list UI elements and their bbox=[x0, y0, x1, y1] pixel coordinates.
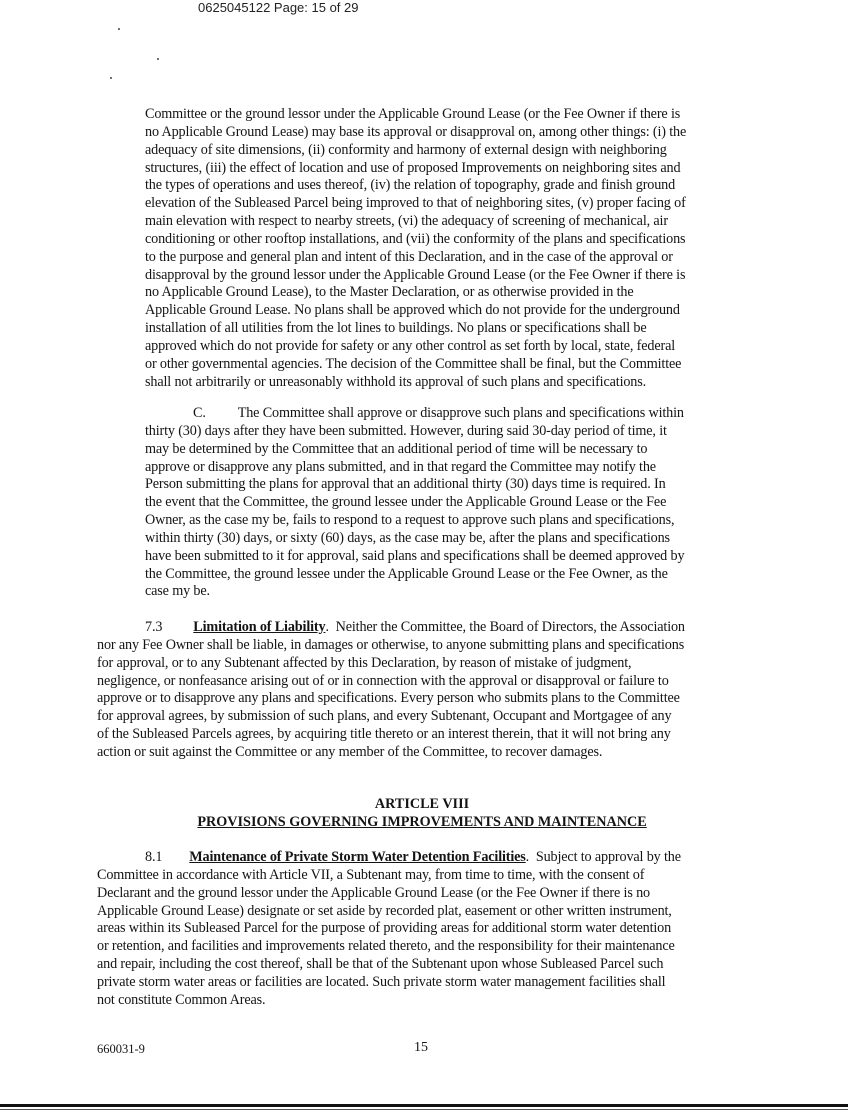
text-line: to the purpose and general plan and intent of this Declaration, and in the case of the approval or bbox=[145, 248, 673, 265]
text-line: within thirty (30) days, or sixty (60) days, as the case may be, after the plans and specifications bbox=[145, 529, 670, 546]
text-line: action or suit against the Committee or any member of the Committee, to recover damages. bbox=[97, 743, 603, 760]
text-line: negligence, or nonfeasance arising out of or in connection with the approval or disapproval or failure to bbox=[97, 672, 669, 689]
scan-edge-line bbox=[0, 1109, 848, 1110]
text-line: or other governmental agencies. The decision of the Committee shall be final, but the Committee bbox=[145, 355, 682, 372]
text-line: and repair, including the cost thereof, shall be that of the Subtenant upon whose Subleased Parcel such bbox=[97, 956, 664, 973]
paragraph-c-line-0: The Committee shall approve or disapprove such plans and specifications within bbox=[237, 405, 684, 421]
text-line: areas within its Subleased Parcel for the purpose of providing areas for additional storm water detention bbox=[97, 920, 672, 937]
section-7-3-title: Limitation of Liability bbox=[193, 619, 326, 635]
text-line: Owner, as the case my be, fails to respond to a request to approve such plans and specifications, bbox=[145, 512, 675, 529]
text-line: main elevation with respect to nearby streets, (vi) the adequacy of screening of mechanical, air bbox=[145, 213, 668, 230]
text-line: Committee or the ground lessor under the Applicable Ground Lease (or the Fee Owner if there is bbox=[145, 106, 681, 122]
section-7-3-number: 7.3 bbox=[145, 619, 163, 635]
text-line: for approval, or to any Subtenant affected by this Declaration, by reason of mistake of judgment, bbox=[97, 654, 632, 671]
text-line: of the Subleased Parcels agrees, by acquiring title thereto or an interest therein, that it will not bring any bbox=[97, 726, 671, 743]
text-line: nor any Fee Owner shall be liable, in damages or otherwise, to anyone submitting plans and specifications bbox=[97, 636, 685, 653]
paragraph-c-first-line bbox=[145, 405, 749, 423]
text-line: the types of operations and uses thereof, (iv) the relation of topography, grade and finish ground bbox=[145, 177, 676, 194]
text-line: case my be. bbox=[145, 583, 210, 600]
text-line: Declarant and the ground lessor under the Applicable Ground Lease (or the Fee Owner if there is no bbox=[97, 884, 651, 901]
text-line: may be determined by the Committee that an additional period of time will be necessary to bbox=[145, 440, 648, 457]
article-title: PROVISIONS GOVERNING IMPROVEMENTS AND MAINTENANCE bbox=[197, 814, 647, 830]
page-number: 15 bbox=[414, 1040, 428, 1055]
text-line: no Applicable Ground Lease), to the Master Declaration, or as otherwise provided in the bbox=[145, 284, 634, 301]
document-number: 660031-9 bbox=[97, 1042, 145, 1056]
scan-edge-line bbox=[0, 1104, 848, 1107]
text-line: Committee in accordance with Article VII, a Subtenant may, from time to time, with the consent of bbox=[97, 866, 645, 883]
recording-stamp: 0625045122 Page: 15 of 29 bbox=[198, 0, 359, 15]
text-line: Applicable Ground Lease) designate or set aside by recorded plat, easement or other written instrument, bbox=[97, 902, 672, 919]
section-8-1-first-line-text: . Subject to approval by the bbox=[525, 849, 681, 865]
paragraph-continuation bbox=[145, 106, 749, 392]
text-line: shall not arbitrarily or unreasonably withhold its approval of such plans and specifications. bbox=[145, 373, 647, 390]
text-line: for approval agrees, by submission of such plans, and every Subtenant, Occupant and Mortgagee of any bbox=[97, 708, 672, 725]
text-line: Applicable Ground Lease. No plans shall be approved which do not provide for the underground bbox=[145, 302, 680, 319]
section-8-1-title: Maintenance of Private Storm Water Detention Facilities bbox=[189, 849, 526, 865]
section-8-1-number: 8.1 bbox=[145, 849, 163, 865]
paragraph-c bbox=[145, 405, 749, 601]
text-line: conditioning or other rooftop installations, and (vii) the conformity of the plans and specifications bbox=[145, 230, 686, 247]
text-line: elevation of the Subleased Parcel being improved to that of neighboring sites, (v) proper facing of bbox=[145, 195, 686, 212]
text-line: private storm water areas or facilities are located. Such private storm water management facilities shall bbox=[97, 973, 666, 990]
section-8-1-first-line bbox=[97, 849, 749, 867]
text-line: adequacy of site dimensions, (ii) conformity and harmony of external design with neighboring bbox=[145, 141, 667, 158]
text-line: approve or disapprove any plans submitted, and in that regard the Committee may notify the bbox=[145, 458, 656, 475]
scan-speck bbox=[157, 58, 159, 60]
text-line: approve or to disapprove any plans and specifications. Every person who submits plans to the Committee bbox=[97, 690, 680, 707]
text-line: Person submitting the plans for approval that an additional thirty (30) days time is required. In bbox=[145, 476, 666, 493]
section-7-3 bbox=[97, 619, 749, 762]
article-number: ARTICLE VIII bbox=[374, 796, 470, 812]
text-line: disapproval by the ground lessor under the Applicable Ground Lease (or the Fee Owner if there is bbox=[145, 266, 686, 283]
text-line: have been submitted to it for approval, said plans and specifications shall be deemed approved by bbox=[145, 547, 685, 564]
text-line: structures, (iii) the effect of location and use of proposed Improvements on neighboring sites and bbox=[145, 159, 681, 176]
text-line: approved which do not provide for safety or any other control as set forth by local, state, federal bbox=[145, 337, 676, 354]
text-line: the event that the Committee, the ground lessee under the Applicable Ground Lease or the Fee bbox=[145, 494, 667, 511]
text-line: thirty (30) days after they have been submitted. However, during said 30-day period of time, it bbox=[145, 422, 667, 439]
paragraph-c-label: C. bbox=[193, 405, 206, 421]
section-7-3-first-line-text: . Neither the Committee, the Board of Directors, the Association bbox=[325, 619, 685, 635]
scan-speck bbox=[118, 28, 120, 30]
text-line: installation of all utilities from the lot lines to buildings. No plans or specifications shall be bbox=[145, 320, 647, 337]
text-line: not constitute Common Areas. bbox=[97, 991, 266, 1008]
section-7-3-first-line bbox=[97, 619, 749, 637]
text-line: or retention, and facilities and improvements related thereto, and the responsibility for their maintenance bbox=[97, 938, 675, 955]
text-line: the Committee, the ground lessee under the Applicable Ground Lease or the Fee Owner, as the bbox=[145, 565, 668, 582]
scan-speck bbox=[110, 77, 112, 79]
section-8-1 bbox=[97, 849, 749, 1010]
text-line: no Applicable Ground Lease) may base its approval or disapproval on, among other things: (i) the bbox=[145, 123, 687, 140]
